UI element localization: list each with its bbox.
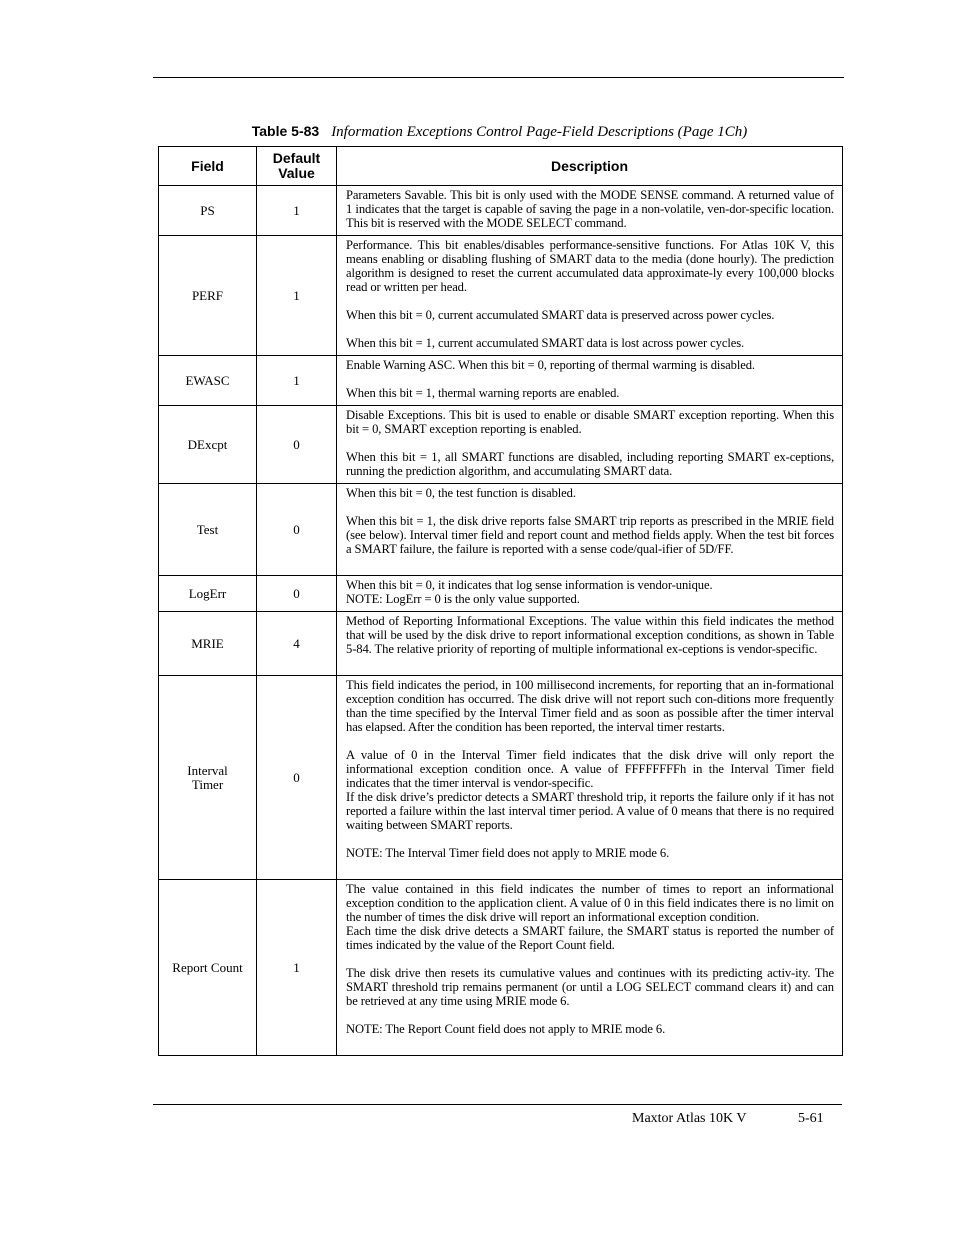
table-title: Information Exceptions Control Page-Field Descriptions (Page 1Ch): [331, 124, 748, 140]
description-cell: Enable Warning ASC. When this bit = 0, reporting of thermal warming is disabled. When this bit = 1, thermal warning reports are enabled.: [337, 356, 843, 406]
field-cell: MRIE: [159, 612, 257, 676]
default-cell: 0: [257, 576, 337, 612]
default-cell: 0: [257, 484, 337, 576]
footer-rule: [153, 1104, 842, 1105]
table-row-mrie: [159, 612, 843, 676]
description-cell: When this bit = 0, it indicates that log sense information is vendor-unique. NOTE: LogErr = 0 is the only value supported.: [337, 576, 843, 612]
field-cell: DExcpt: [159, 406, 257, 484]
description-cell: Method of Reporting Informational Exceptions. The value within this field indicates the method that will be used by the disk drive to report informational exception conditions, as shown in Table 5-84. The relative priority of reporting of multiple informational ex-ceptions is vendor-specific.: [337, 612, 843, 676]
table-row-dexcpt: [159, 406, 843, 484]
table-row-ewasc: [159, 356, 843, 406]
field-cell: PERF: [159, 236, 257, 356]
field-cell: Interval Timer: [159, 676, 257, 880]
default-cell: 1: [257, 236, 337, 356]
field-descriptions-table: [158, 146, 843, 1056]
default-cell: 1: [257, 880, 337, 1056]
description-cell: When this bit = 0, the test function is disabled. When this bit = 1, the disk drive reports false SMART trip reports as prescribed in the MRIE field (see below). Interval timer field and report count and method fields apply. When the test bit forces a SMART failure, the failure is reported with a sense code/qual-ifier of 5D/FF.: [337, 484, 843, 576]
table-number: Table 5-83: [251, 123, 320, 139]
default-cell: 1: [257, 186, 337, 236]
table-row-report-count: [159, 880, 843, 1056]
default-cell: 0: [257, 676, 337, 880]
table-caption: [158, 122, 841, 141]
header-rule: [153, 77, 844, 78]
field-cell: Report Count: [159, 880, 257, 1056]
header-default-value: Default Value: [257, 147, 337, 186]
default-cell: 4: [257, 612, 337, 676]
field-cell: EWASC: [159, 356, 257, 406]
table-row-perf: [159, 236, 843, 356]
default-cell: 1: [257, 356, 337, 406]
table-header-row: [159, 147, 843, 186]
description-cell: Parameters Savable. This bit is only used with the MODE SENSE command. A returned value of 1 indicates that the target is capable of saving the page in a non-volatile, ven-dor-specific location. This bit is reserved with the MODE SELECT command.: [337, 186, 843, 236]
description-cell: This field indicates the period, in 100 millisecond increments, for reporting that an in-formational exception condition has occurred. The disk drive will not report such con-ditions more frequently than the time specified by the Interval Timer field and as soon as possible after the timer interval has elapsed. After the condition has been reported, the interval timer restarts. A value of 0 in the Interval Timer field indicates that the disk drive will only report the informational exception condition once. A value of FFFFFFFFh in the Interval Timer field indicates that the timer interval is vendor-specific. If the disk drive’s predictor detects a SMART threshold trip, it reports the failure only if it has not reported a failure within the last interval timer period. A value of 0 means that there is no required waiting between SMART reports. NOTE: The Interval Timer field does not apply to MRIE mode 6.: [337, 676, 843, 880]
description-cell: Disable Exceptions. This bit is used to enable or disable SMART exception reporting. When this bit = 0, SMART exception reporting is enabled. When this bit = 1, all SMART functions are disabled, including reporting SMART ex-ceptions, running the prediction algorithm, and accumulating SMART data.: [337, 406, 843, 484]
field-cell: Test: [159, 484, 257, 576]
footer-document-title: Maxtor Atlas 10K V: [632, 1111, 747, 1126]
description-cell: Performance. This bit enables/disables performance-sensitive functions. For Atlas 10K V, this means enabling or disabling flushing of SMART data to the media (done hourly). The prediction algorithm is designed to reset the current accumulated data approximate-ly every 100,000 blocks read or written per head. When this bit = 0, current accumulated SMART data is preserved across power cycles. When this bit = 1, current accumulated SMART data is lost across power cycles.: [337, 236, 843, 356]
header-field: Field: [159, 147, 257, 186]
field-cell: PS: [159, 186, 257, 236]
description-cell: The value contained in this field indicates the number of times to report an informational exception condition to the application client. A value of 0 in this field indicates there is no limit on the number of times the disk drive will report an informational exception condition. Each time the disk drive detects a SMART failure, the SMART status is reported the number of times indicated by the value of the Report Count field. The disk drive then resets its cumulative values and continues with its predicting activ-ity. The SMART threshold trip remains permanent (or until a LOG SELECT command clears it) and can be retrieved at any time using MRIE mode 6. NOTE: The Report Count field does not apply to MRIE mode 6.: [337, 880, 843, 1056]
table-row-test: [159, 484, 843, 576]
header-description: Description: [337, 147, 843, 186]
footer-page-number: 5-61: [798, 1111, 824, 1126]
table-row-interval-timer: [159, 676, 843, 880]
field-cell: LogErr: [159, 576, 257, 612]
table-row-logerr: [159, 576, 843, 612]
default-cell: 0: [257, 406, 337, 484]
table-row-ps: [159, 186, 843, 236]
